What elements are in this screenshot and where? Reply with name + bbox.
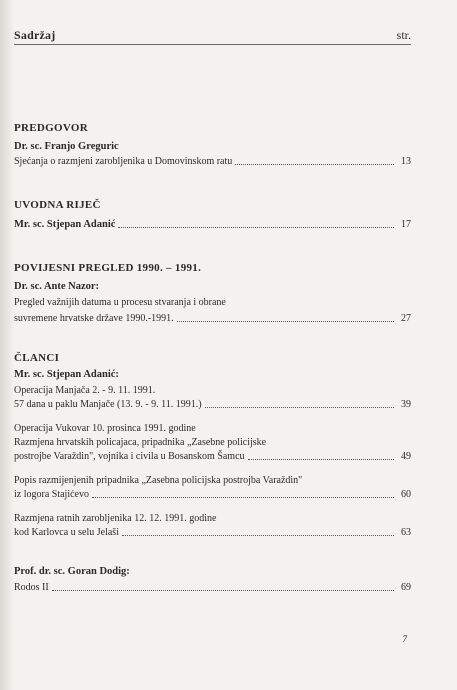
entry-page-number: 13 [401, 156, 411, 167]
toc-entry-group [14, 384, 411, 411]
toc-entry[interactable] [14, 488, 411, 501]
toc-entry-group [14, 512, 411, 539]
section-dodig [14, 566, 411, 594]
section-title: UVODNA RIJEČ [14, 199, 101, 211]
page-number: 7 [402, 634, 407, 644]
entry-title-line: Razmjena ratnih zarobljenika 12. 12. 1991. godine [14, 513, 217, 524]
dot-leader [118, 227, 394, 228]
section-predgovor [14, 122, 411, 168]
dot-leader [248, 459, 394, 460]
toc-entry[interactable] [14, 398, 411, 411]
toc-entry-group [14, 474, 411, 501]
dot-leader [205, 407, 394, 408]
author-name: Mr. sc. Stjepan Adanić: [14, 369, 119, 380]
toc-entry[interactable] [14, 526, 411, 539]
entry-page-number: 39 [401, 399, 411, 410]
entry-title: iz logora Stajićevo [14, 489, 89, 500]
entry-page-number: 49 [401, 451, 411, 462]
entry-page-number: 27 [401, 313, 411, 324]
entry-title: suvremene hrvatske države 1990.-1991. [14, 313, 174, 324]
page-title: Sadržaj [14, 28, 56, 42]
section-title: PREDGOVOR [14, 122, 88, 134]
section-povijesni-pregled [14, 262, 411, 325]
entry-page-number: 60 [401, 489, 411, 500]
entry-title-line: Popis razmijenjenih pripadnika „Zasebna policijska postrojba Varaždin" [14, 475, 303, 486]
entry-title-line: Pregled važnijih datuma u procesu stvaranja i obrane [14, 297, 226, 308]
entry-page-number: 69 [401, 582, 411, 593]
toc-entry[interactable] [14, 581, 411, 594]
section-title: POVIJESNI PREGLED 1990. – 1991. [14, 262, 202, 274]
author-name: Prof. dr. sc. Goran Dodig: [14, 566, 130, 577]
dot-leader [92, 497, 394, 498]
entry-title-line: Razmjena hrvatskih policajaca, pripadnika „Zasebne policijske [14, 437, 267, 448]
toc-entry[interactable] [14, 218, 411, 231]
entry-page-number: 63 [401, 527, 411, 538]
entry-title-line: Operacija Manjača 2. - 9. 11. 1991. [14, 385, 156, 396]
author-name: Dr. sc. Ante Nazor: [14, 281, 100, 292]
dot-leader [235, 164, 394, 165]
entry-title: postrojbe Varaždin", vojnika i civila u Bosanskom Šamcu [14, 451, 245, 462]
section-title: ČLANCI [14, 352, 60, 364]
section-clanci [14, 352, 411, 539]
dot-leader [177, 321, 394, 322]
entry-title-line: Operacija Vukovar 10. prosinca 1991. godine [14, 423, 196, 434]
entry-page-number: 17 [401, 219, 411, 230]
entry-title: kod Karlovca u selu Jelaši [14, 527, 119, 538]
page-header [14, 28, 411, 45]
toc-entry[interactable] [14, 155, 411, 168]
entry-title: Mr. sc. Stjepan Adanić [14, 219, 116, 230]
dot-leader [122, 535, 394, 536]
section-uvodna-rijec [14, 199, 411, 231]
toc-entry-group [14, 422, 411, 463]
toc-entry[interactable] [14, 450, 411, 463]
entry-title: Sjećanja o razmjeni zarobljenika u Domovinskom ratu [14, 156, 233, 167]
page-binding-shadow [0, 0, 14, 690]
page-column-label: str. [396, 28, 411, 42]
toc-entry[interactable] [14, 312, 411, 325]
entry-title: 57 dana u paklu Manjače (13. 9. - 9. 11. 1991.) [14, 399, 202, 410]
author-name: Dr. sc. Franjo Greguric [14, 141, 119, 152]
dot-leader [52, 590, 394, 591]
entry-title: Rodos II [14, 582, 49, 593]
